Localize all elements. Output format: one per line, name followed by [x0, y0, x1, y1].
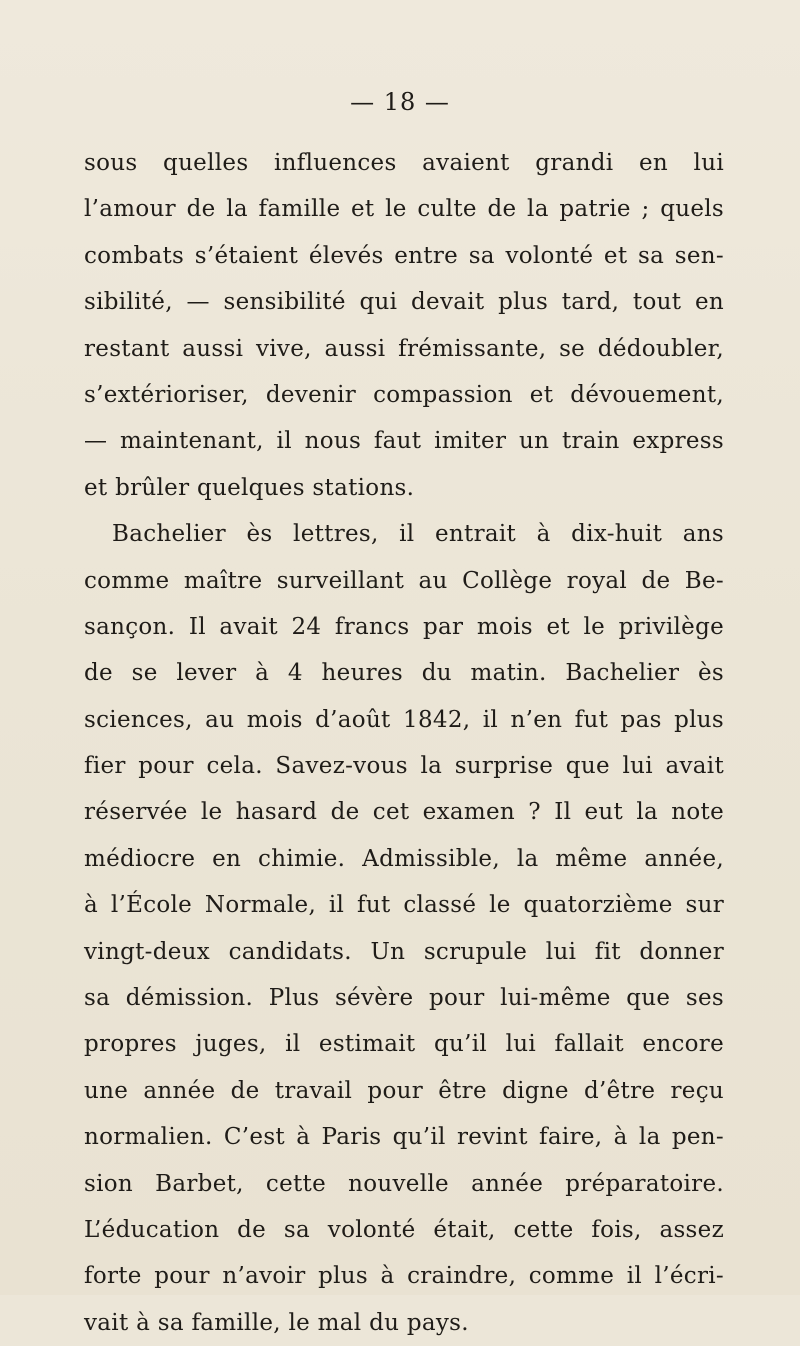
text-line: réservée le hasard de cet examen ? Il eut la note [84, 799, 724, 826]
text-line: sous quelles influences avaient grandi en lui [84, 150, 724, 176]
text-line: comme maître surveillant au Collège royal de Be- [84, 567, 724, 594]
text-line: normalien. C’est à Paris qu’il revint faire, à la pen- [84, 1124, 724, 1151]
body-text [84, 140, 724, 1346]
text-line: sciences, au mois d’août 1842, il n’en fut pas plus [84, 706, 724, 733]
text-line: forte pour n’avoir plus à craindre, comme il l’écri- [84, 1263, 724, 1290]
text-line: fier pour cela. Savez-vous la surprise que lui avait [84, 753, 724, 780]
text-line: médiocre en chimie. Admissible, la même année, [84, 845, 724, 872]
text-line: sion Barbet, cette nouvelle année préparatoire. [84, 1170, 724, 1197]
text-line: propres juges, il estimait qu’il lui fallait encore [84, 1031, 724, 1058]
text-line: — maintenant, il nous faut imiter un train express [84, 428, 724, 455]
text-line: combats s’étaient élevés entre sa volonté et sa sen- [84, 242, 724, 269]
text-line: à l’École Normale, il fut classé le quatorzième sur [84, 892, 724, 919]
text-line: vait à sa famille, le mal du pays. [84, 1309, 469, 1336]
page-number: — 18 — [350, 88, 450, 116]
text-line: l’amour de la famille et le culte de la patrie ; quels [84, 196, 724, 223]
text-line: sibilité, — sensibilité qui devait plus tard, tout en [84, 289, 724, 316]
text-line: sa démission. Plus sévère pour lui-même que ses [84, 985, 724, 1012]
text-line: L’éducation de sa volonté était, cette fois, assez [84, 1216, 724, 1243]
text-line: et brûler quelques stations. [84, 474, 415, 501]
text-line: une année de travail pour être digne d’être reçu [84, 1077, 724, 1104]
text-line: de se lever à 4 heures du matin. Bachelier ès [84, 660, 724, 687]
text-line: sançon. Il avait 24 francs par mois et le privilège [84, 613, 724, 640]
text-line: vingt-deux candidats. Un scrupule lui fit donner [84, 938, 724, 965]
text-line: s’extérioriser, devenir compassion et dévouement, [84, 381, 724, 408]
text-line: Bachelier ès lettres, il entrait à dix-huit ans [112, 521, 724, 548]
text-line: restant aussi vive, aussi frémissante, se dédoubler, [84, 335, 724, 362]
